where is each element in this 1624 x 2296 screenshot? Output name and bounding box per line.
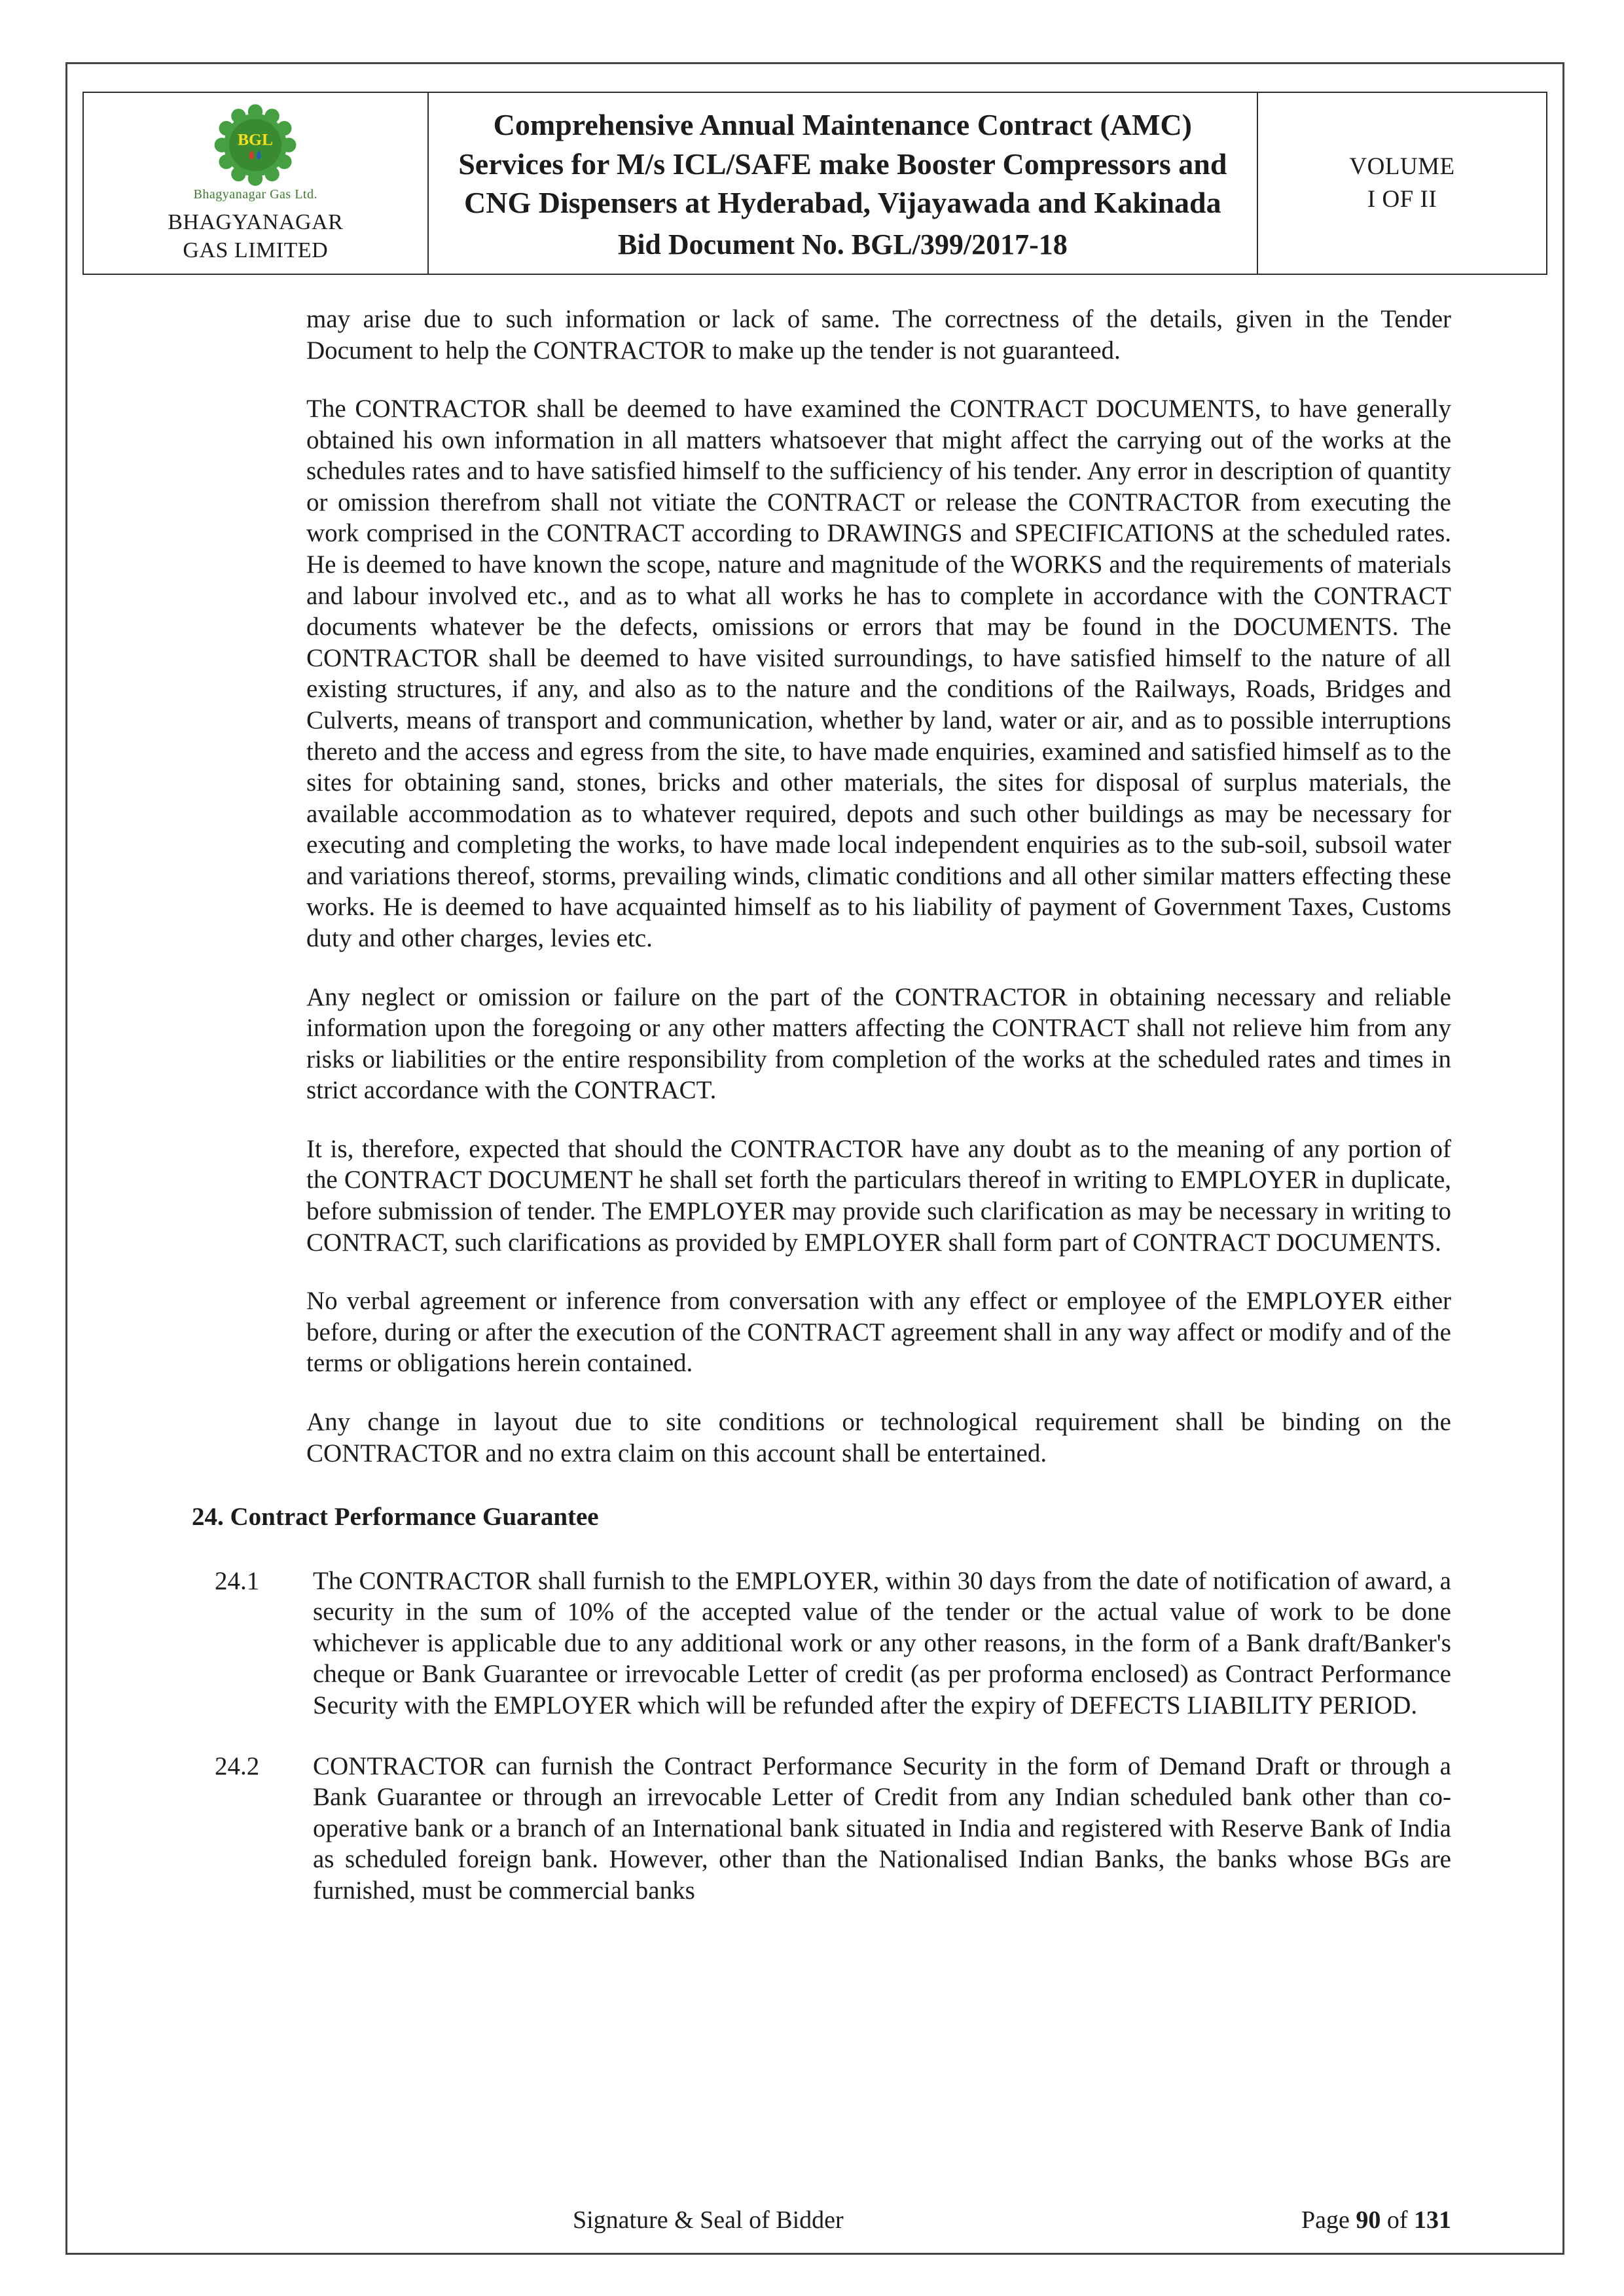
header-logo-cell bbox=[83, 92, 428, 274]
company-name-line2: GAS LIMITED bbox=[183, 238, 329, 262]
paragraph: It is, therefore, expected that should the CONTRACTOR have any doubt as to the meaning of any portion of the CONTRACT DOCUMENT he shall set forth the particulars thereof in writing to EMPLOYER in duplicate, before submission of tender. The EMPLOYER may provide such clarification as may be necessary in writing to CONTRACT, such clarifications as provided by EMPLOYER shall form part of CONTRACT DOCUMENTS. bbox=[306, 1134, 1451, 1257]
header-table bbox=[82, 92, 1547, 275]
paragraph: No verbal agreement or inference from conversation with any effect or employee of the EMPLOYER either before, during or after the execution of the CONTRACT agreement shall in any way affect or modify and of the terms or obligations herein contained. bbox=[306, 1287, 1451, 1378]
volume-line2: I OF II bbox=[1367, 186, 1437, 213]
page-border-frame bbox=[65, 62, 1564, 2255]
clause-text: The CONTRACTOR shall furnish to the EMPLOYER, within 30 days from the date of notification of award, a security in the sum of 10% of the accepted value of the tender or the actual value of work to be done whichever is applicable due to any additional work or any other reasons, in the form of a Bank draft/Banker's cheque or Bank Guarantee or irrevocable Letter of credit (as per proforma enclosed) as Contract Performance Security with the EMPLOYER which will be refunded after the expiry of DEFECTS LIABILITY PERIOD. bbox=[313, 1566, 1451, 1719]
page-number bbox=[1301, 2206, 1451, 2234]
signature-seal-label: Signature & Seal of Bidder bbox=[572, 2206, 844, 2234]
clause-text: CONTRACTOR can furnish the Contract Performance Security in the form of Demand Draft or through a Bank Guarantee or through an irrevocable Letter of Credit from any Indian scheduled bank other than co-operative bank or a branch of an International bank situated in India and registered with Reserve Bank of India as scheduled foreign bank. However, other than the Nationalised Indian Banks, the banks whose BGs are furnished, must be commercial banks bbox=[313, 1751, 1451, 1905]
page-footer bbox=[192, 2206, 1451, 2246]
volume-line1: VOLUME bbox=[1349, 153, 1455, 181]
logo-caption: Bhagyanagar Gas Ltd. bbox=[193, 187, 317, 202]
page-word: Page bbox=[1301, 2206, 1350, 2234]
of-word: of bbox=[1386, 2206, 1408, 2234]
document-title: Comprehensive Annual Maintenance Contract (AMC) Services for M/s ICL/SAFE make Booster Compressors and CNG Dispensers at Hyderabad, Vijayawada and Kakinada bbox=[458, 107, 1227, 220]
paragraph: The CONTRACTOR shall be deemed to have examined the CONTRACT DOCUMENTS, to have generally obtained his own information in all matters whatsoever that might affect the carrying out of the works at the schedules rates and to have satisfied himself to the sufficiency of his tender. Any error in description of quantity or omission therefrom shall not vitiate the CONTRACT or release the CONTRACTOR from executing the work comprised in the CONTRACT according to DRAWINGS and SPECIFICATIONS at the scheduled rates. He is deemed to have known the scope, nature and magnitude of the WORKS and the requirements of materials and labour involved etc., and as to what all works he has to complete in accordance with the CONTRACT documents whatever be the defects, omissions or errors that may be found in the DOCUMENTS. The CONTRACTOR shall be deemed to have visited surroundings, to have satisfied himself to the nature of all existing structures, if any, and also as to the nature and the conditions of the Railways, Roads, Bridges and Culverts, means of transport and communication, whether by land, water or air, and as to possible interruptions thereto and the access and egress from the site, to have made enquiries, examined and satisfied himself as to the sites for obtaining sand, stones, bricks and other materials, the sites for disposal of surplus materials, the available accommodation as to whatever required, depots and such other buildings as may be necessary for executing and completing the works, to have made local independent enquiries as to the sub-soil, subsoil water and variations thereof, storms, prevailing winds, climatic conditions and all other similar matters effecting these works. He is deemed to have acquainted himself as to his liability of payment of Government Taxes, Customs duty and other charges, levies etc. bbox=[306, 395, 1451, 952]
header-title-cell bbox=[428, 92, 1257, 274]
bid-document-number: Bid Document No. BGL/399/2017-18 bbox=[617, 228, 1068, 261]
clause-24-1 bbox=[215, 1566, 1451, 1721]
document-body bbox=[67, 275, 1562, 2206]
paragraph: Any change in layout due to site conditions or technological requirement shall be binding on the CONTRACTOR and no extra claim on this account shall be entertained. bbox=[306, 1407, 1451, 1467]
paragraph: may arise due to such information or lack of same. The correctness of the details, given in the Tender Document to help the CONTRACTOR to make up the tender is not guaranteed. bbox=[306, 305, 1451, 365]
company-name bbox=[97, 209, 414, 264]
section-heading: 24. Contract Performance Guarantee bbox=[192, 1503, 599, 1532]
clause-24-2 bbox=[215, 1751, 1451, 1907]
header-volume-cell bbox=[1257, 92, 1547, 274]
logo-bgl-text: BGL bbox=[238, 130, 274, 149]
company-name-line1: BHAGYANAGAR bbox=[168, 210, 344, 234]
clause-number: 24.1 bbox=[215, 1566, 260, 1595]
page-total: 131 bbox=[1414, 2206, 1451, 2234]
clause-number: 24.2 bbox=[215, 1751, 260, 1780]
page-current: 90 bbox=[1356, 2206, 1381, 2234]
bgl-gear-logo-icon bbox=[203, 102, 308, 186]
paragraph: Any neglect or omission or failure on the part of the CONTRACTOR in obtaining necessary and reliable information upon the foregoing or any other matters affecting the CONTRACT shall not relieve him from any risks or liabilities or the entire responsibility from completion of the works at the scheduled rates and times in strict accordance with the CONTRACT. bbox=[306, 982, 1451, 1105]
header-row bbox=[83, 92, 1547, 274]
